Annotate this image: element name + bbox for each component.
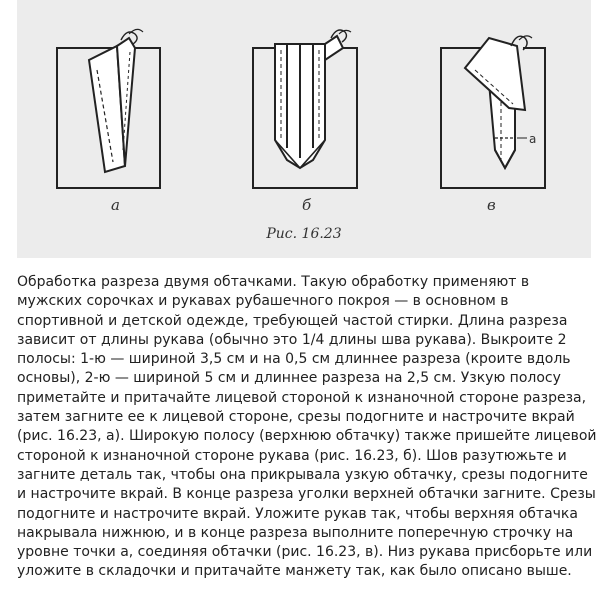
body-text: Обработка разреза двумя обтачками. Такую обработку применяют в мужских сорочках и рукавах рубашечного покроя — в основном в спортивной и детской одежде, требующей частой стирки. Длина разреза зависит от длины рукава (обычно это 1/4 длины шва рукава). Выкроите 2 полосы: 1-ю — шириной 3,5 см и на 0,5 см длиннее разреза (кроите вдоль основы), 2-ю — шириной 5 см и длиннее разреза на 2,5 см. Узкую полосу приметайте и притачайте лицевой стороной к изнаночной стороне разреза, затем загните ее к лицевой стороне, срезы подогните и настрочите вкрай (рис. 16.23, а). Широкую полосу (верхнюю обтачку) также пришейте лицевой стороной к изнаночной стороне рукава (рис. 16.23, б). Шов разутюжьте и загните деталь так, чтобы она прикрывала узкую обтачку, срезы подогните и настрочите вкрай. В конце разреза уголки верхней обтачки загните. Срезы подогните и настрочите вкрай. Уложите рукав так, чтобы верхняя обтачка накрывала нижнюю, и в конце разреза выполните поперечную строчку на уровне точки а, соединяя обтачки (рис. 16.23, в). Низ рукава присборьте или уложите в складочки и притачайте манжету так, как было описано выше. bbox=[17, 274, 597, 580]
diagram-c bbox=[441, 36, 545, 188]
label-b: б bbox=[302, 196, 312, 214]
label-c: в bbox=[487, 196, 496, 214]
diagram-a bbox=[57, 29, 160, 188]
figure-16-23 bbox=[17, 0, 591, 258]
sleeve-placket-illustration bbox=[17, 0, 591, 258]
point-a-label: а bbox=[529, 132, 537, 146]
diagram-b bbox=[253, 30, 357, 188]
label-a: а bbox=[111, 196, 120, 214]
figure-caption: Рис. 16.23 bbox=[266, 226, 342, 242]
